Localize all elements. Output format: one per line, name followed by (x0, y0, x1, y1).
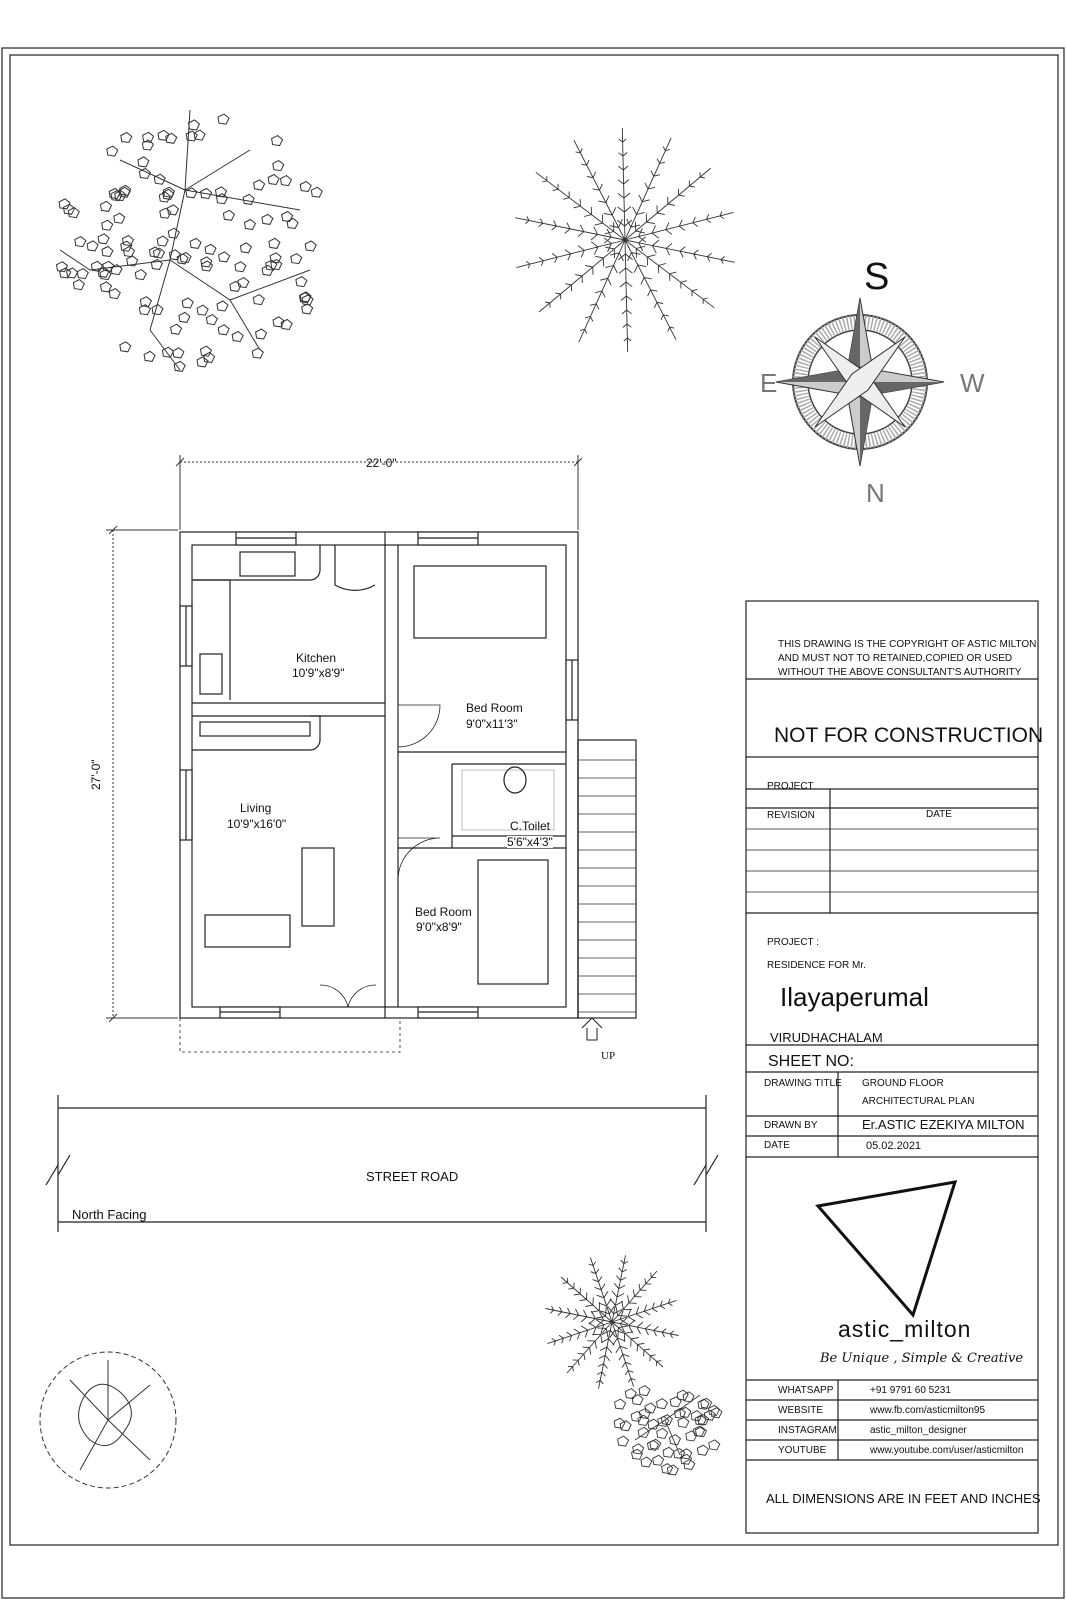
revision-date-label: DATE (926, 809, 952, 820)
room-bedroom1-size: 9'0"x11'3" (466, 717, 518, 731)
street-road (46, 1095, 718, 1232)
room-kitchen-name: Kitchen (296, 651, 337, 665)
drawing-title-line2: ARCHITECTURAL PLAN (862, 1096, 975, 1107)
drawing-title-label: DRAWING TITLE (764, 1078, 842, 1089)
brand-logo-triangle (818, 1182, 955, 1315)
contact-value-youtube: www.youtube.com/user/asticmilton (870, 1445, 1024, 1456)
dimensions-footer: ALL DIMENSIONS ARE IN FEET AND INCHES (766, 1491, 1041, 1506)
room-bedroom2-name: Bed Room (415, 905, 472, 919)
contact-value-instagram: astic_milton_designer (870, 1425, 967, 1436)
date-row-label: DATE (764, 1140, 790, 1151)
brand-name: astic_milton (838, 1316, 972, 1342)
drawn-by-value: Er.ASTIC EZEKIYA MILTON (862, 1117, 1025, 1132)
compass-rose (776, 298, 944, 466)
location: VIRUDHACHALAM (770, 1030, 883, 1045)
north-facing-label: North Facing (72, 1207, 147, 1222)
room-toilet-size: 5'6"x4'3" (507, 835, 553, 849)
tree-bottom-right (614, 1386, 722, 1475)
contact-label-whatsapp: WHATSAPP (778, 1385, 834, 1396)
contact-label-youtube: YOUTUBE (778, 1445, 827, 1456)
compass-north: N (866, 478, 885, 508)
up-arrow (582, 1018, 602, 1040)
tree-bottom-left (40, 1352, 176, 1488)
room-bedroom2-size: 9'0"x8'9" (416, 920, 462, 934)
sheet-no-label: SHEET NO: (768, 1053, 854, 1070)
client-name: Ilayaperumal (780, 982, 929, 1012)
revision-label: REVISION (767, 810, 815, 821)
room-kitchen-size: 10'9"x8'9" (292, 666, 345, 680)
date-value: 05.02.2021 (866, 1140, 922, 1152)
room-bedroom1-name: Bed Room (466, 701, 523, 715)
brand-tagline: Be Unique , Simple & Creative (820, 1351, 1024, 1366)
tree-top-left (57, 110, 323, 371)
contact-value-website: www.fb.com/asticmilton95 (870, 1405, 986, 1416)
residence-label: RESIDENCE FOR Mr. (767, 960, 866, 971)
contact-value-whatsapp: +91 9791 60 5231 (870, 1385, 951, 1396)
dimension-lines (106, 455, 582, 1022)
drawing-title-line1: GROUND FLOOR (862, 1078, 944, 1089)
street-road-label: STREET ROAD (366, 1169, 459, 1184)
copyright-line-3: WITHOUT THE ABOVE CONSULTANT'S AUTHORITY (778, 667, 1022, 678)
floor-plan (180, 532, 636, 1052)
copyright-line-2: AND MUST NOT TO RETAINED,COPIED OR USED (778, 653, 1013, 664)
palm-bottom (545, 1255, 678, 1388)
not-for-construction: NOT FOR CONSTRUCTION (774, 724, 1044, 747)
compass-west: W (960, 368, 985, 398)
room-living-size: 10'9"x16'0" (227, 817, 287, 831)
contact-label-website: WEBSITE (778, 1405, 824, 1416)
contact-label-instagram: INSTAGRAM (778, 1425, 837, 1436)
width-dimension: 22'-0" (366, 456, 397, 470)
palm-top (515, 128, 735, 352)
room-toilet-name: C.Toilet (510, 819, 551, 833)
drawn-by-label: DRAWN BY (764, 1120, 818, 1131)
compass-east: E (760, 368, 778, 398)
depth-dimension: 27'-0" (89, 759, 103, 790)
stair-up-label: UP (601, 1050, 616, 1062)
project2-label: PROJECT : (767, 937, 820, 948)
room-living-name: Living (240, 801, 272, 815)
compass-south: S (864, 256, 890, 298)
copyright-line-1: THIS DRAWING IS THE COPYRIGHT OF ASTIC MILTON (778, 639, 1037, 650)
project-label: PROJECT (767, 781, 814, 792)
